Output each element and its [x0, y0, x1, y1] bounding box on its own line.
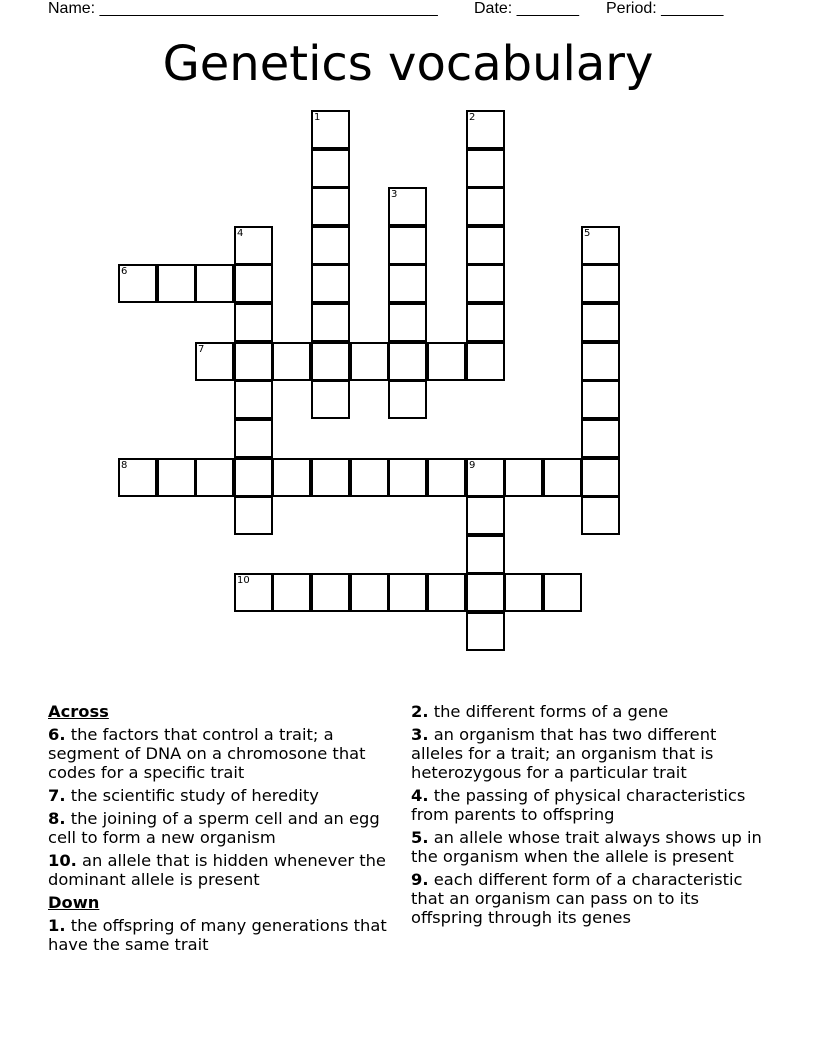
grid-cell[interactable] [504, 573, 543, 612]
clue-across-6: 6. the factors that control a trait; a segment of DNA on a chromosone that codes for a specific trait [48, 725, 366, 782]
grid-cell[interactable] [157, 264, 196, 303]
grid-cell[interactable] [311, 110, 350, 149]
cell-number: 5 [584, 228, 591, 239]
grid-cell[interactable] [234, 496, 273, 535]
grid-cell[interactable] [466, 110, 505, 149]
grid-cell[interactable] [466, 573, 505, 612]
grid-cell[interactable] [427, 458, 466, 497]
grid-cell[interactable] [311, 187, 350, 226]
clue-down-3: 3. an organism that has two different alleles for a trait; an organism that is heterozygous for a particular trait [411, 725, 717, 782]
grid-cell[interactable] [388, 303, 427, 342]
page-title: Genetics vocabulary [162, 36, 654, 92]
grid-cell[interactable] [427, 342, 466, 381]
grid-cell[interactable] [311, 303, 350, 342]
grid-cell[interactable] [388, 573, 427, 612]
grid-cell[interactable] [157, 458, 196, 497]
grid-cell[interactable] [234, 573, 273, 612]
grid-cell[interactable] [466, 187, 505, 226]
cell-number: 7 [198, 344, 205, 355]
clue-down-5: 5. an allele whose trait always shows up in the organism when the allele is present [411, 828, 762, 866]
grid-cell[interactable] [581, 264, 620, 303]
grid-cell[interactable] [388, 458, 427, 497]
grid-cell[interactable] [581, 303, 620, 342]
grid-cell[interactable] [118, 264, 157, 303]
cell-number: 2 [469, 112, 476, 123]
grid-cell[interactable] [388, 342, 427, 381]
grid-cell[interactable] [581, 342, 620, 381]
cell-number: 6 [121, 266, 128, 277]
grid-cell[interactable] [195, 342, 234, 381]
grid-cell[interactable] [466, 149, 505, 188]
period-field[interactable]: Period: _______ [606, 0, 724, 17]
grid-cell[interactable] [311, 264, 350, 303]
clue-down-2: 2. the different forms of a gene [411, 702, 669, 721]
grid-cell[interactable] [388, 226, 427, 265]
grid-cell[interactable] [388, 380, 427, 419]
grid-cell[interactable] [543, 573, 582, 612]
grid-cell[interactable] [272, 342, 311, 381]
clues-column-left [48, 702, 403, 958]
across-heading: Across [48, 702, 109, 721]
grid-cell[interactable] [195, 264, 234, 303]
grid-cell[interactable] [466, 496, 505, 535]
grid-cell[interactable] [581, 380, 620, 419]
clue-across-7: 7. the scientific study of heredity [48, 786, 319, 805]
grid-cell[interactable] [466, 458, 505, 497]
grid-cell[interactable] [234, 264, 273, 303]
grid-cell[interactable] [272, 573, 311, 612]
grid-cell[interactable] [234, 419, 273, 458]
grid-cell[interactable] [311, 458, 350, 497]
date-field[interactable]: Date: _______ [474, 0, 579, 17]
grid-cell[interactable] [118, 458, 157, 497]
grid-cell[interactable] [427, 573, 466, 612]
clue-across-10: 10. an allele that is hidden whenever the dominant allele is present [48, 851, 386, 889]
cell-number: 1 [314, 112, 321, 123]
grid-cell[interactable] [543, 458, 582, 497]
grid-cell[interactable] [581, 226, 620, 265]
grid-cell[interactable] [311, 149, 350, 188]
grid-cell[interactable] [234, 458, 273, 497]
grid-cell[interactable] [388, 187, 427, 226]
grid-cell[interactable] [311, 573, 350, 612]
grid-cell[interactable] [388, 264, 427, 303]
grid-cell[interactable] [581, 458, 620, 497]
grid-cell[interactable] [234, 226, 273, 265]
cell-number: 9 [469, 460, 476, 471]
grid-cell[interactable] [466, 535, 505, 574]
grid-cell[interactable] [234, 342, 273, 381]
grid-cell[interactable] [195, 458, 234, 497]
grid-cell[interactable] [466, 226, 505, 265]
cell-number: 10 [237, 575, 250, 586]
cell-number: 4 [237, 228, 244, 239]
grid-cell[interactable] [234, 303, 273, 342]
clue-across-8: 8. the joining of a sperm cell and an egg cell to form a new organism [48, 809, 380, 847]
grid-cell[interactable] [504, 458, 543, 497]
grid-cell[interactable] [466, 303, 505, 342]
clue-down-9: 9. each different form of a characteristic that an organism can pass on to its offspring through its genes [411, 870, 743, 927]
grid-cell[interactable] [311, 226, 350, 265]
grid-cell[interactable] [272, 458, 311, 497]
grid-cell[interactable] [350, 458, 389, 497]
grid-cell[interactable] [581, 419, 620, 458]
grid-cell[interactable] [466, 342, 505, 381]
grid-cell[interactable] [234, 380, 273, 419]
cell-number: 3 [391, 189, 398, 200]
grid-cell[interactable] [466, 612, 505, 651]
grid-cell[interactable] [466, 264, 505, 303]
name-field[interactable]: Name: ______________________________________ [48, 0, 438, 17]
grid-cell[interactable] [311, 380, 350, 419]
cell-number: 8 [121, 460, 128, 471]
clue-down-4: 4. the passing of physical characteristics from parents to offspring [411, 786, 746, 824]
grid-cell[interactable] [350, 342, 389, 381]
grid-cell[interactable] [311, 342, 350, 381]
clue-down-1: 1. the offspring of many generations that have the same trait [48, 916, 387, 954]
grid-cell[interactable] [581, 496, 620, 535]
down-heading: Down [48, 893, 100, 912]
grid-cell[interactable] [350, 573, 389, 612]
clues-column-right [411, 702, 766, 931]
